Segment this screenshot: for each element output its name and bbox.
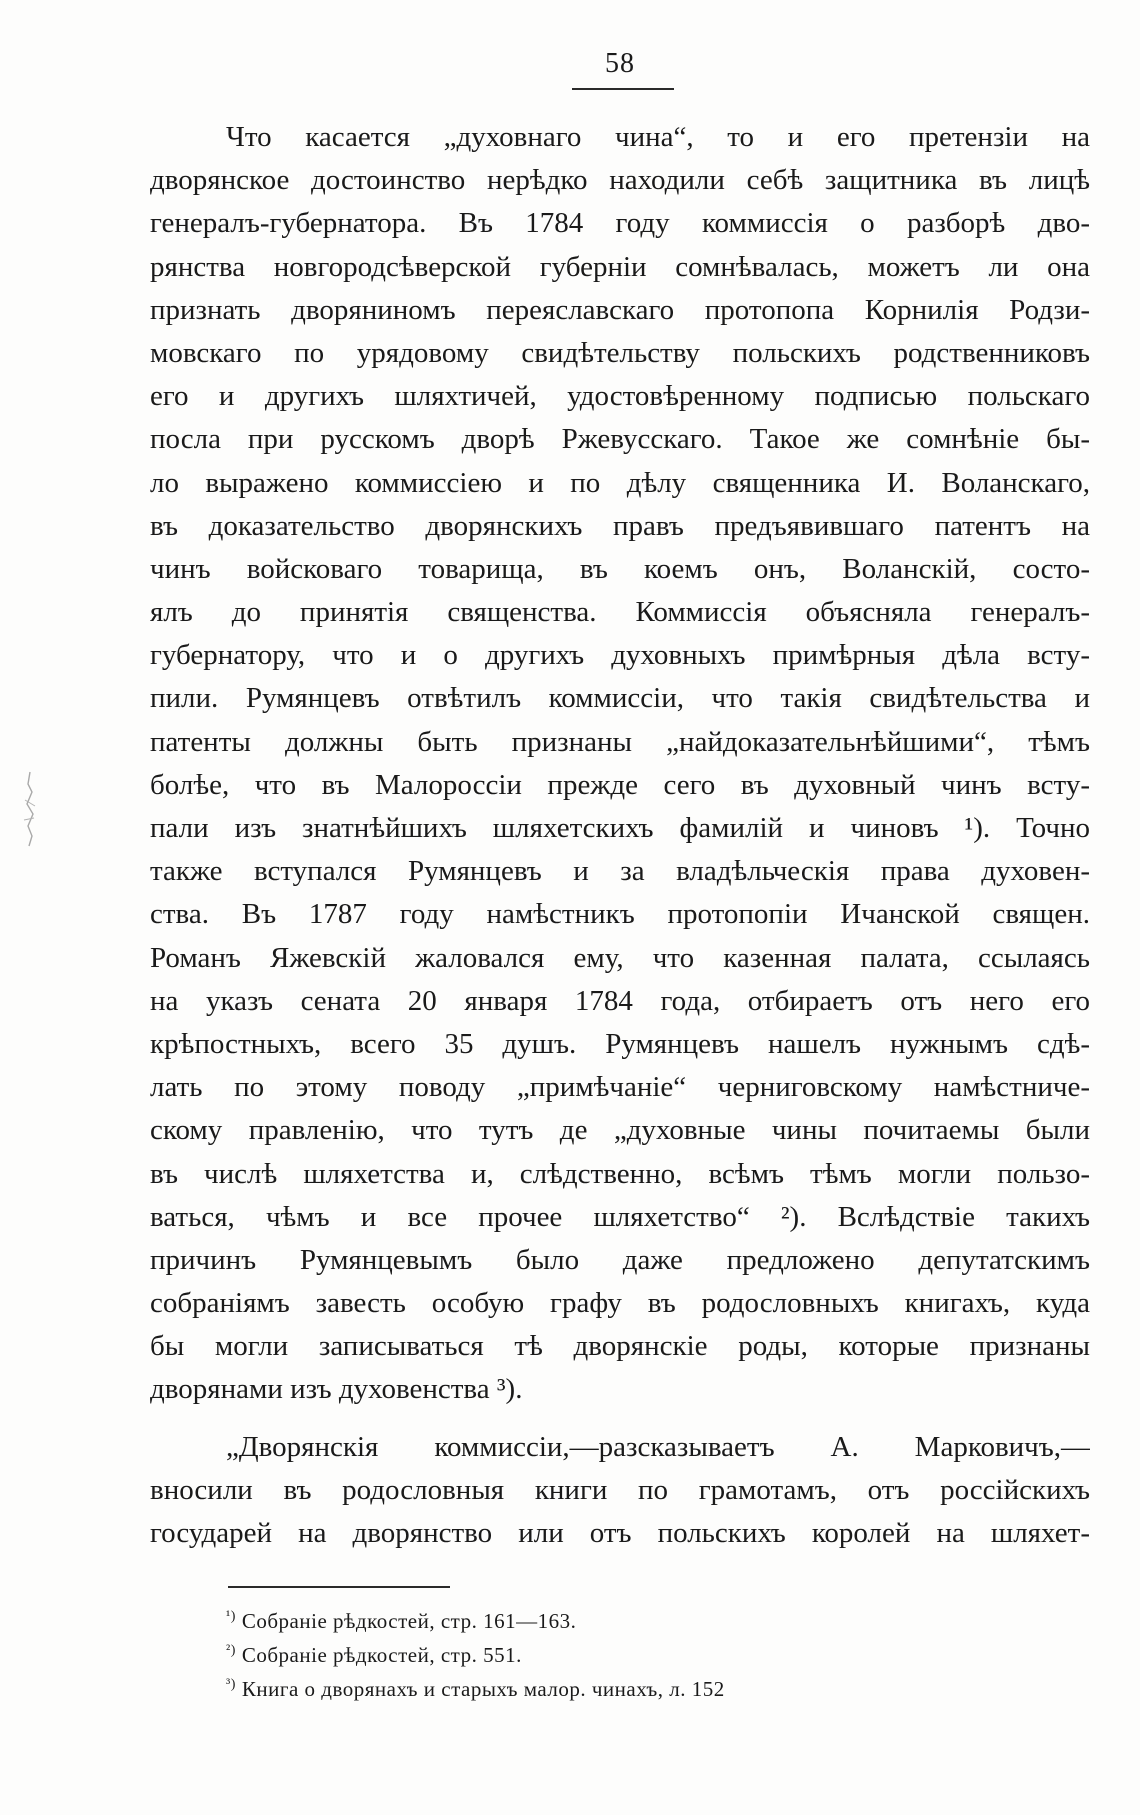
text-line: дворянское достоинство нерѣдко находили себѣ защитника въ лицѣ	[150, 164, 1090, 197]
footnote	[226, 1600, 926, 1634]
text-line: губернатору, что и о другихъ духовныхъ примѣрныя дѣла всту-	[150, 639, 1090, 672]
footnotes	[226, 1600, 926, 1702]
text-line: скому правленію, что тутъ де „духовные чины почитаемы были	[150, 1114, 1090, 1147]
paragraph	[150, 1426, 1090, 1556]
footnote-text: Книга о дворянахъ и старыхъ малор. чинахъ, л. 152	[241, 1677, 725, 1701]
text-line: болѣе, что въ Малороссіи прежде сего въ духовный чинъ всту-	[150, 768, 1090, 801]
text-line: причинъ Румянцевымъ было даже предложено депутатскимъ	[150, 1243, 1090, 1276]
text-line: ства. Въ 1787 году намѣстникъ протопопіи Ичанской священ.	[150, 898, 1090, 931]
footnote	[226, 1668, 926, 1702]
text-line: мовскаго по урядовому свидѣтельству польскихъ родственниковъ	[150, 336, 1090, 369]
text-line: въ числѣ шляхетства и, слѣдственно, всѣмъ тѣмъ могли пользо-	[150, 1157, 1090, 1190]
header-rule	[572, 88, 674, 90]
footnote	[226, 1634, 926, 1668]
footnote-text: Собраніе рѣдкостей, стр. 551.	[241, 1643, 522, 1667]
text-line: „Дворянскія коммиссіи,—разсказываетъ А. Марковичъ,—	[226, 1430, 1090, 1463]
text-line: крѣпостныхъ, всего 35 душъ. Румянцевъ нашелъ нужнымъ сдѣ-	[150, 1027, 1090, 1060]
text-line: генералъ-губернатора. Въ 1784 году коммиссія о разборѣ дво-	[150, 207, 1090, 240]
text-line: его и другихъ шляхтичей, удостовѣренному подписью польскаго	[150, 380, 1090, 413]
margin-ink-mark-icon	[22, 770, 38, 848]
text-line: вносили въ родословныя книги по грамотамъ, отъ россійскихъ	[150, 1473, 1090, 1506]
text-line: ло выражено коммиссіею и по дѣлу священника И. Воланскаго,	[150, 466, 1090, 499]
text-line: рянства новгородсѣверской губерніи сомнѣвалась, можетъ ли она	[150, 250, 1090, 283]
body-text	[150, 116, 1090, 1555]
text-line: пили. Румянцевъ отвѣтилъ коммиссіи, что такія свидѣтельства и	[150, 682, 1090, 715]
text-line: собраніямъ завесть особую графу въ родословныхъ книгахъ, куда	[150, 1287, 1090, 1320]
text-line: чинъ войсковаго товарища, въ коемъ онъ, Воланскій, состо-	[150, 552, 1090, 585]
footnote-mark: ²)	[226, 1643, 236, 1658]
text-line: въ доказательство дворянскихъ правъ предъявившаго патентъ на	[150, 509, 1090, 542]
text-line: Что касается „духовнаго чина“, то и его претензіи на	[226, 121, 1090, 153]
text-line: лать по этому поводу „примѣчаніе“ черниговскому намѣстниче-	[150, 1071, 1090, 1104]
text-line: государей на дворянство или отъ польскихъ королей на шляхет-	[150, 1517, 1090, 1549]
footnote-text: Собраніе рѣдкостей, стр. 161—163.	[241, 1609, 577, 1633]
text-line: на указъ сената 20 января 1784 года, отбираетъ отъ него его	[150, 984, 1090, 1017]
text-line: ваться, чѣмъ и все прочее шляхетство“ ²). Вслѣдствіе такихъ	[150, 1200, 1090, 1233]
page-number: 58	[605, 48, 635, 79]
text-line: посла при русскомъ дворѣ Ржевусскаго. Такое же сомнѣніе бы-	[150, 423, 1090, 456]
paragraph	[150, 116, 1090, 1412]
footnote-mark: ³)	[226, 1677, 236, 1692]
text-line: патенты должны быть признаны „найдоказательнѣйшими“, тѣмъ	[150, 725, 1090, 758]
footnote-rule	[228, 1586, 450, 1588]
text-line: бы могли записываться тѣ дворянскіе роды, которые признаны	[150, 1330, 1090, 1363]
text-line: также вступался Румянцевъ и за владѣльческія права духовен-	[150, 855, 1090, 888]
text-line: ялъ до принятія священства. Коммиссія объясняла генералъ-	[150, 596, 1090, 629]
text-line: признать дворяниномъ переяславскаго протопопа Корнилія Родзи-	[150, 293, 1090, 326]
footnote-mark: ¹)	[226, 1609, 236, 1624]
paragraph-gap	[150, 1412, 1090, 1426]
text-line: пали изъ знатнѣйшихъ шляхетскихъ фамилій и чиновъ ¹). Точно	[150, 812, 1090, 844]
text-line: Романъ Яжевскій жаловался ему, что казенная палата, ссылаясь	[150, 941, 1090, 974]
text-line: дворянами изъ духовенства ³).	[150, 1373, 523, 1406]
